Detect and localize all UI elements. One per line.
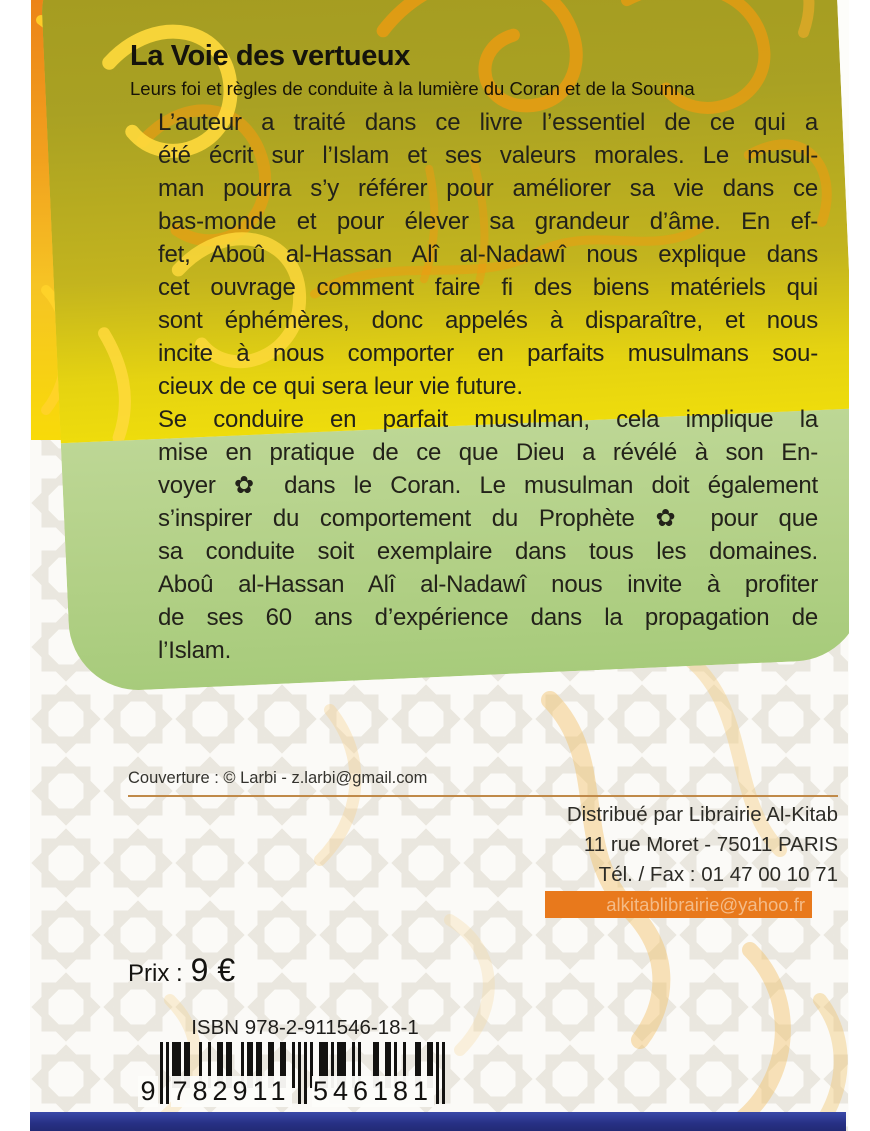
body-line: Se conduire en parfait musulman, cela implique la [158, 406, 818, 433]
left-page-margin [0, 0, 30, 1131]
body-line: sont éphémères, donc appelés à disparaître, et nous [158, 307, 818, 334]
body-line: été écrit sur l’Islam et ses valeurs morales. Le musul- [158, 142, 818, 169]
bottom-blue-band [30, 1112, 846, 1131]
body-line: fet, Aboû al-Hassan Alî al-Nadawî nous explique dans [158, 241, 818, 268]
divider-line [128, 795, 838, 797]
barcode-right-digits: 546181 [312, 1076, 434, 1106]
body-line: man pourra s’y référer pour améliorer sa vie dans ce [158, 175, 818, 202]
cover-credit: Couverture : © Larbi - z.larbi@gmail.com [128, 769, 428, 787]
distributor-phone: Tél. / Fax : 01 47 00 10 71 [598, 863, 838, 886]
barcode [138, 1042, 458, 1110]
distributor-address: 11 rue Moret - 75011 PARIS [583, 833, 838, 856]
distributor-block [418, 800, 838, 890]
isbn-text: ISBN 978-2-911546-18-1 [191, 1016, 419, 1039]
price-block [128, 952, 235, 989]
body-line: cet ouvrage comment faire fi des biens matériels qui [158, 274, 818, 301]
body-line: de ses 60 ans d’expérience dans la propagation de [158, 604, 818, 631]
body-line: cieux de ce qui sera leur vie future. [158, 373, 523, 400]
distributor-email: alkitablibrairie@yahoo.fr [606, 894, 805, 915]
body-line: L’auteur a traité dans ce livre l’essentiel de ce qui a [158, 109, 818, 136]
barcode-left-digits: 782911 [172, 1076, 291, 1106]
body-line: incite à nous comporter en parfaits musulmans sou- [158, 340, 818, 367]
body-line: voyer ✿ dans le Coran. Le musulman doit également [158, 472, 818, 499]
price-value: 9 € [190, 952, 236, 988]
body-line: l’Islam. [158, 637, 232, 664]
body-line: sa conduite soit exemplaire dans tous les domaines. [158, 538, 818, 565]
body-line: s’inspirer du comportement du Prophète ✿ pour que [158, 505, 818, 532]
book-title: La Voie des vertueux [130, 40, 410, 72]
price-label: Prix : [128, 960, 183, 987]
distributor-name: Distribué par Librairie Al-Kitab [566, 803, 838, 826]
email-bar [545, 891, 812, 918]
description-text [158, 106, 818, 667]
right-page-margin [849, 0, 870, 1131]
body-line: Aboû al-Hassan Alî al-Nadawî nous invite à profiter [158, 571, 818, 598]
body-line: bas-monde et pour élever sa grandeur d’âme. En ef- [158, 208, 818, 235]
body-line: mise en pratique de ce que Dieu a révélé à son En- [158, 439, 818, 466]
book-subtitle: Leurs foi et règles de conduite à la lumière du Coran et de la Sounna [130, 78, 695, 99]
barcode-prefix-digit: 9 [138, 1076, 158, 1107]
